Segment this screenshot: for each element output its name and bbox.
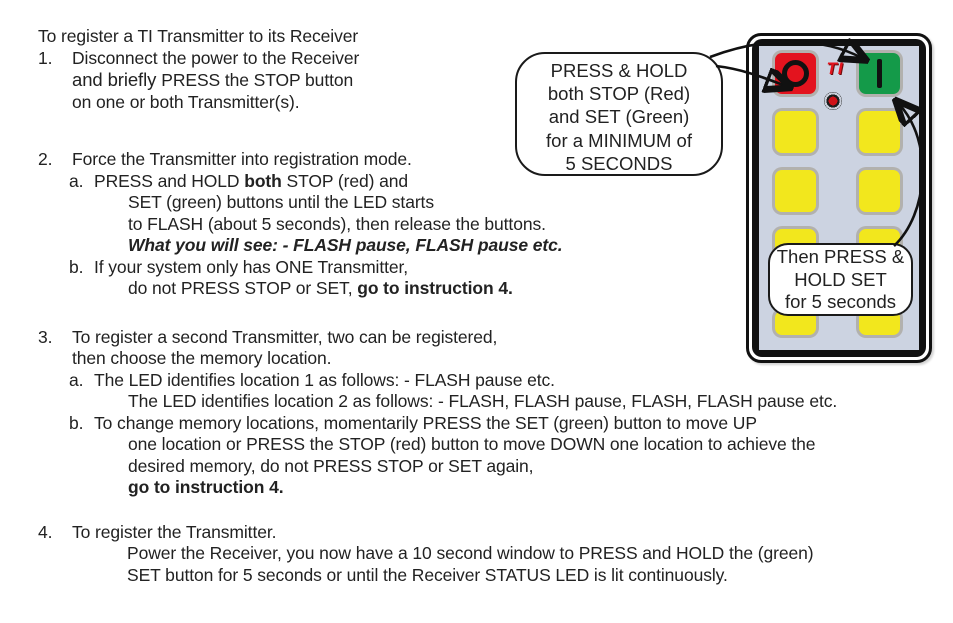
function-button-bezel bbox=[772, 167, 819, 215]
set-bar-icon bbox=[877, 59, 882, 88]
step-2: 2. Force the Transmitter into registration mode. bbox=[38, 149, 412, 169]
step-4-line2: Power the Receiver, you now have a 10 second window to PRESS and HOLD the (green) bbox=[127, 543, 814, 563]
step-3-number: 3. bbox=[38, 326, 53, 347]
callout-press-hold-both bbox=[515, 52, 723, 176]
function-button bbox=[775, 170, 816, 212]
step-3b-line2: one location or PRESS the STOP (red) button to move DOWN one location to achieve the bbox=[128, 434, 816, 454]
step-2a-line2: SET (green) buttons until the LED starts bbox=[128, 192, 434, 212]
step-1-line2: and briefly PRESS the STOP button bbox=[72, 69, 354, 90]
step-1-number: 1. bbox=[38, 47, 53, 68]
function-button-bezel bbox=[856, 108, 903, 156]
set-button bbox=[859, 53, 900, 94]
callout-line: for a MINIMUM of bbox=[546, 129, 692, 151]
callout-line: for 5 seconds bbox=[784, 291, 897, 313]
function-button-bezel bbox=[772, 108, 819, 156]
step-2a: a. PRESS and HOLD both STOP (red) and bbox=[69, 170, 408, 191]
step-1: 1. Disconnect the power to the Receiver bbox=[38, 47, 360, 68]
step-3b-marker: b. bbox=[69, 412, 84, 433]
status-led bbox=[824, 92, 842, 110]
doc-title: To register a TI Transmitter to its Receiver bbox=[38, 26, 359, 46]
function-button bbox=[775, 111, 816, 153]
callout-line: PRESS & HOLD bbox=[550, 60, 688, 81]
step-3-line2: then choose the memory location. bbox=[72, 348, 332, 368]
callout-line: and SET (Green) bbox=[548, 106, 690, 128]
step-2-number: 2. bbox=[38, 149, 53, 169]
step-2b: b. If your system only has ONE Transmitter, bbox=[69, 256, 409, 277]
callout-line: HOLD SET bbox=[794, 268, 887, 290]
step-4-line3: SET button for 5 seconds or until the Receiver STATUS LED is lit continuously. bbox=[127, 564, 728, 585]
step-2a-line3: to FLASH (about 5 seconds), then release the buttons. bbox=[128, 213, 546, 234]
step-3b-line4: go to instruction 4. bbox=[128, 477, 284, 497]
step-2a-note: What you will see: - FLASH pause, FLASH pause etc. bbox=[128, 235, 563, 255]
callout-line: 5 SECONDS bbox=[565, 152, 673, 174]
set-button-bezel bbox=[856, 50, 903, 97]
function-button-bezel bbox=[856, 167, 903, 215]
step-2b-line2: do not PRESS STOP or SET, go to instruction 4. bbox=[128, 278, 513, 298]
step-3a: a. The LED identifies location 1 as follows: - FLASH pause etc. bbox=[69, 369, 555, 390]
function-button bbox=[859, 170, 900, 212]
callout-then-press-hold-set bbox=[768, 243, 913, 316]
step-3b: b. To change memory locations, momentarily PRESS the SET (green) button to move UP bbox=[69, 412, 757, 433]
ti-brand-logo: TI bbox=[826, 59, 844, 78]
step-2a-marker: a. bbox=[69, 170, 84, 191]
step-4-number: 4. bbox=[38, 521, 53, 542]
callout-line: both STOP (Red) bbox=[547, 83, 691, 105]
step-2b-marker: b. bbox=[69, 256, 84, 277]
step-3a-marker: a. bbox=[69, 369, 84, 390]
stop-button-bezel bbox=[772, 50, 819, 97]
stop-circle-icon bbox=[782, 60, 809, 87]
step-4: 4. To register the Transmitter. bbox=[38, 521, 277, 542]
stop-button bbox=[775, 53, 816, 94]
function-button bbox=[859, 111, 900, 153]
step-3a-line2: The LED identifies location 2 as follows: - FLASH, FLASH pause, FLASH, FLASH pause etc. bbox=[128, 391, 838, 411]
step-3b-line3: desired memory, do not PRESS STOP or SET again, bbox=[128, 455, 534, 476]
step-3: 3. To register a second Transmitter, two can be registered, bbox=[38, 326, 498, 347]
step-1-line3: on one or both Transmitter(s). bbox=[72, 91, 300, 112]
callout-line: Then PRESS & bbox=[776, 246, 905, 267]
